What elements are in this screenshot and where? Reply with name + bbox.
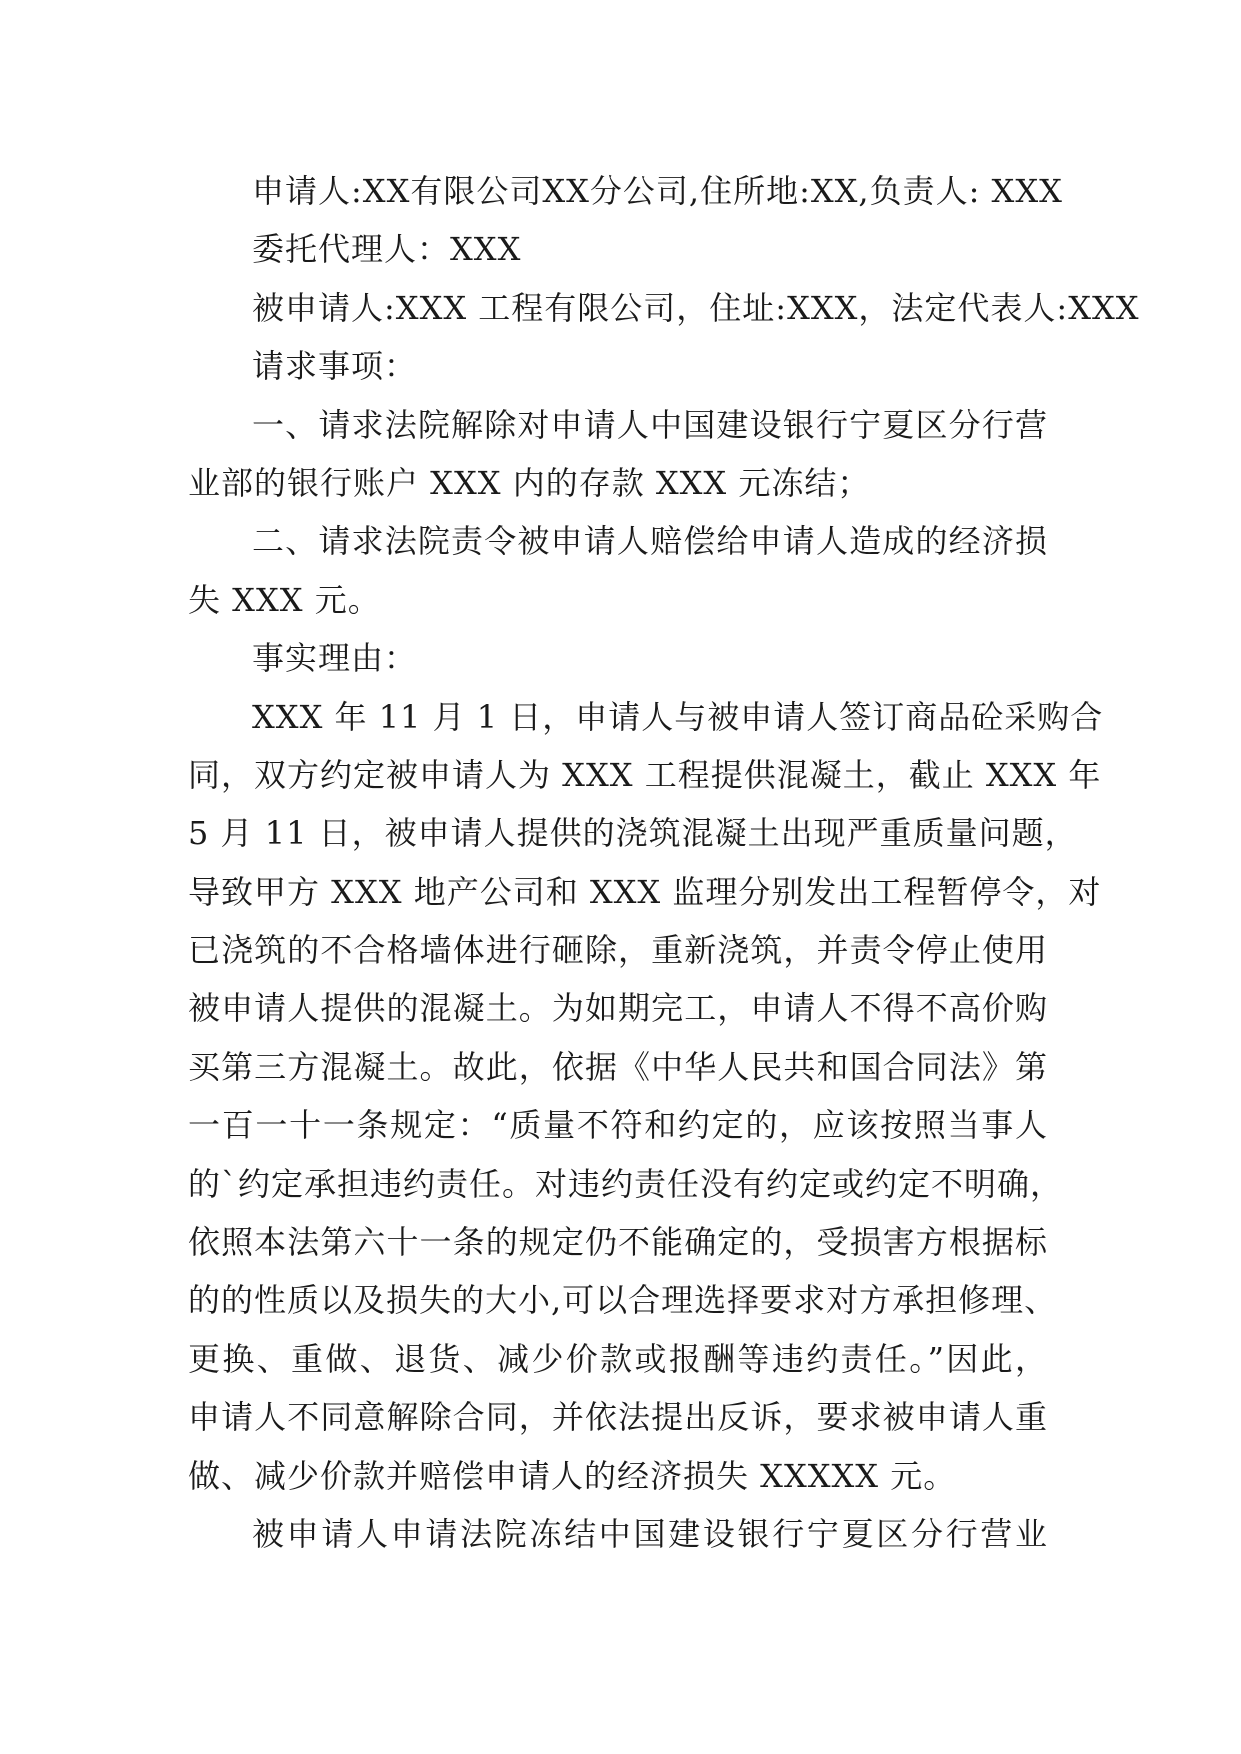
text-line: 被申请人提供的混凝土。为如期完工，申请人不得不高价购: [188, 989, 1048, 1028]
text-line: 依照本法第六十一条的规定仍不能确定的，受损害方根据标: [188, 1223, 1048, 1262]
text-line: 失 XXX 元。: [188, 580, 381, 619]
text-line: 5 月 11 日，被申请人提供的浇筑混凝土出现严重质量问题，: [188, 814, 1078, 853]
text-line: 二、请求法院责令被申请人赔偿给申请人造成的经济损: [252, 522, 1048, 561]
text-line: 请求事项：: [252, 347, 418, 386]
text-line: 已浇筑的不合格墙体进行砸除，重新浇筑，并责令停止使用: [188, 931, 1048, 970]
text-line: 的`约定承担违约责任。对违约责任没有约定或约定不明确，: [188, 1164, 1064, 1203]
text-line: 被申请人申请法院冻结中国建设银行宁夏区分行营业: [252, 1514, 1048, 1553]
text-line: 同，双方约定被申请人为 XXX 工程提供混凝土，截止 XXX 年: [188, 755, 1102, 794]
text-line: 买第三方混凝土。故此，依据《中华人民共和国合同法》第: [188, 1047, 1048, 1086]
text-line: 被申请人:XXX 工程有限公司，住址:XXX，法定代表人:XXX: [252, 288, 1140, 327]
text-line: 业部的银行账户 XXX 内的存款 XXX 元冻结；: [188, 463, 871, 502]
text-line: 申请人不同意解除合同，并依法提出反诉，要求被申请人重: [188, 1398, 1048, 1437]
text-line: XXX 年 11 月 1 日，申请人与被申请人签订商品砼采购合: [252, 697, 1104, 736]
text-line: 更换、重做、退货、减少价款或报酬等违约责任。”因此，: [188, 1339, 1048, 1378]
text-line: 一百一十一条规定：“质量不符和约定的，应该按照当事人: [188, 1106, 1048, 1145]
text-line: 做、减少价款并赔偿申请人的经济损失 XXXXX 元。: [188, 1456, 957, 1495]
text-line: 导致甲方 XXX 地产公司和 XXX 监理分别发出工程暂停令，对: [188, 872, 1102, 911]
text-line: 一、请求法院解除对申请人中国建设银行宁夏区分行营: [252, 405, 1048, 444]
text-line: 申请人:XX有限公司XX分公司,住所地:XX,负责人: XXX: [252, 172, 1063, 210]
text-line: 的的性质以及损失的大小,可以合理选择要求对方承担修理、: [188, 1281, 1058, 1320]
text-line: 委托代理人：XXX: [252, 230, 522, 269]
text-line: 事实理由：: [252, 639, 418, 678]
document-body: [188, 162, 1140, 1563]
